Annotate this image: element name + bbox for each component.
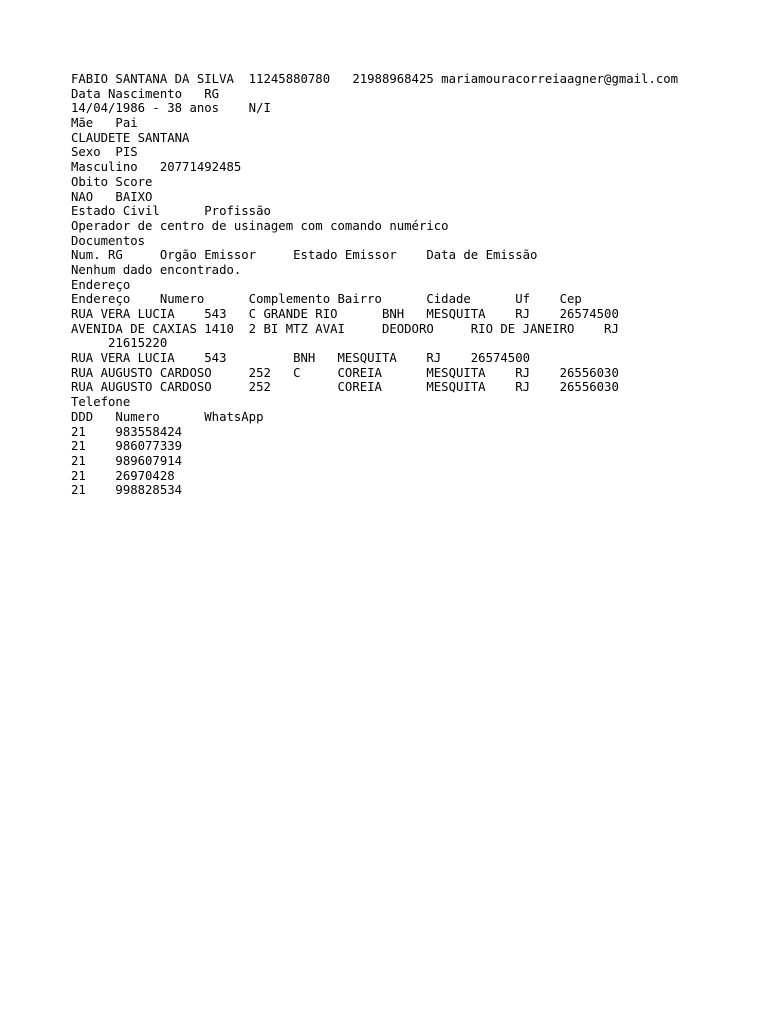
address-row-continuation: 21615220 — [71, 336, 168, 351]
parents-value: CLAUDETE SANTANA — [71, 130, 190, 145]
document-body — [71, 72, 748, 498]
phone-row: 21 983558424 — [71, 424, 183, 439]
phone-row: 21 989607914 — [71, 453, 183, 468]
sex-pis-value: Masculino 20771492485 — [71, 160, 242, 175]
profession-value: Operador de centro de usinagem com comando numérico — [71, 218, 449, 233]
parents-label: Mãe Pai — [71, 116, 138, 131]
address-row: RUA AUGUSTO CARDOSO 252 C COREIA MESQUITA RJ 26556030 — [71, 365, 619, 380]
phone-row: 21 26970428 — [71, 468, 175, 483]
birth-rg-label: Data Nascimento RG — [71, 86, 220, 101]
phone-header-row: DDD Numero WhatsApp — [71, 409, 264, 424]
address-row: RUA VERA LUCIA 543 C GRANDE RIO BNH MESQUITA RJ 26574500 — [71, 307, 619, 321]
civil-profession-label: Estado Civil Profissão — [71, 204, 271, 219]
obito-score-value: NAO BAIXO — [71, 189, 153, 204]
phone-row: 21 998828534 — [71, 483, 183, 498]
phone-row: 21 986077339 — [71, 439, 183, 454]
address-row: RUA AUGUSTO CARDOSO 252 COREIA MESQUITA RJ 26556030 — [71, 380, 619, 395]
documents-empty-message: Nenhum dado encontrado. — [71, 262, 242, 277]
address-row: AVENIDA DE CAXIAS 1410 2 BI MTZ AVAI DEODORO RIO DE JANEIRO RJ — [71, 321, 619, 336]
address-heading: Endereço — [71, 277, 131, 292]
birth-rg-value: 14/04/1986 - 38 anos N/I — [71, 101, 271, 116]
address-row: RUA VERA LUCIA 543 BNH MESQUITA RJ 26574500 — [71, 351, 531, 366]
header-line: FABIO SANTANA DA SILVA 11245880780 21988968425 mariamouracorreiaagner@gmail.com — [71, 72, 679, 86]
address-header-row: Endereço Numero Complemento Bairro Cidade Uf Cep — [71, 292, 582, 307]
documents-header-row: Num. RG Orgão Emissor Estado Emissor Data de Emissão — [71, 248, 538, 263]
documents-heading: Documentos — [71, 233, 146, 248]
phone-heading: Telefone — [71, 395, 131, 410]
sex-pis-label: Sexo PIS — [71, 145, 138, 160]
obito-score-label: Obito Score — [71, 174, 153, 189]
